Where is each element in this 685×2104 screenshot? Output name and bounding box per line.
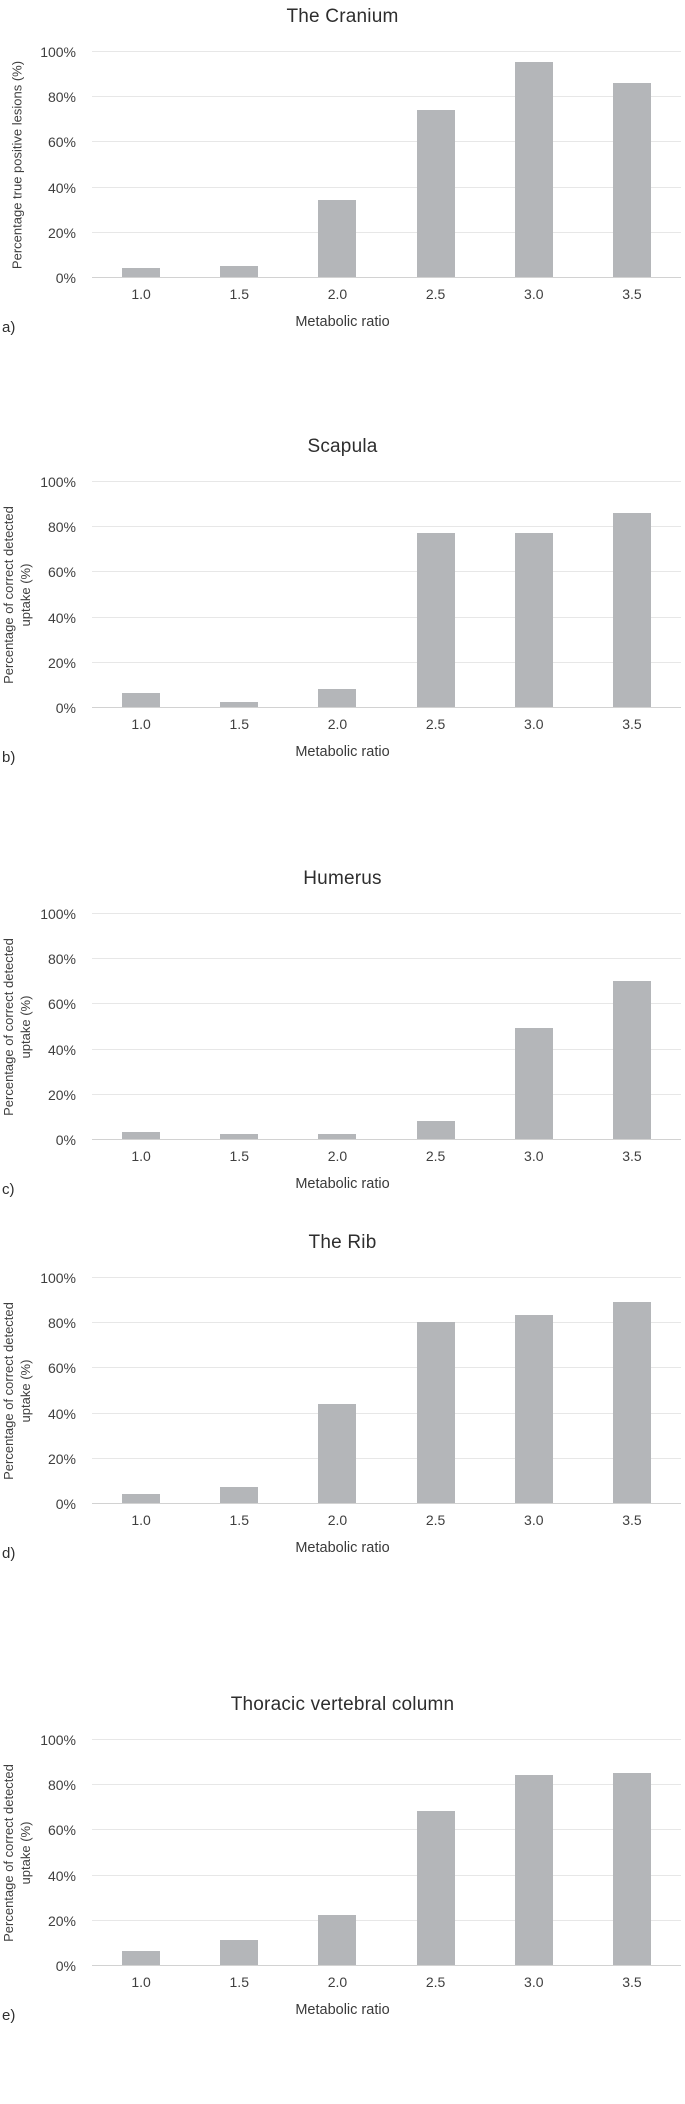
- panel-letter: a): [2, 319, 16, 336]
- bar-1.5: [220, 266, 258, 277]
- panel-letter: b): [2, 749, 16, 766]
- bar-2.0: [318, 689, 356, 707]
- panel-letter: c): [2, 1181, 15, 1198]
- y-axis-tick-labels: [4, 906, 84, 1148]
- x-tick-2.0: 2.0: [327, 1148, 348, 1164]
- x-axis-title: Metabolic ratio: [295, 314, 390, 330]
- chart-title: The Rib: [308, 1232, 377, 1253]
- chart-title: Humerus: [303, 868, 382, 889]
- x-axis-title: Metabolic ratio: [295, 2002, 390, 2018]
- x-axis-line: [92, 1965, 681, 1966]
- bar-2.5: [417, 1121, 455, 1139]
- y-axis-title: Percentage of correct detected uptake (%): [1, 1302, 33, 1480]
- gridline-80: [92, 1322, 681, 1323]
- gridline-60: [92, 1829, 681, 1830]
- x-tick-1.0: 1.0: [131, 286, 151, 302]
- plot-area: [92, 482, 681, 708]
- bar-3.5: [613, 513, 651, 707]
- y-axis-tick-labels: [4, 1732, 84, 1974]
- gridline-100: [92, 1739, 681, 1740]
- gridline-20: [92, 1458, 681, 1459]
- bar-1.5: [220, 1134, 258, 1139]
- y-tick-60pct: 60%: [47, 564, 76, 581]
- x-axis-title: Metabolic ratio: [295, 1540, 390, 1556]
- x-tick-2.0: 2.0: [327, 1974, 348, 1990]
- x-tick-2.0: 2.0: [327, 716, 348, 732]
- bar-2.5: [417, 1811, 455, 1965]
- panel-letter: e): [2, 2007, 16, 2024]
- y-tick-100pct: 100%: [40, 1732, 76, 1748]
- x-axis-line: [92, 707, 681, 708]
- bar-1.0: [122, 1132, 160, 1139]
- bar-3.5: [613, 1302, 651, 1503]
- gridline-80: [92, 1784, 681, 1785]
- y-tick-40pct: 40%: [47, 1041, 76, 1058]
- y-tick-60pct: 60%: [47, 1360, 76, 1377]
- x-tick-2.5: 2.5: [425, 1974, 446, 1990]
- y-tick-80pct: 80%: [47, 1315, 76, 1332]
- x-tick-3.5: 3.5: [622, 1148, 642, 1164]
- plot-area: [92, 1740, 681, 1966]
- x-axis-title: Metabolic ratio: [295, 1176, 390, 1192]
- x-tick-2.0: 2.0: [327, 1512, 348, 1528]
- bar-2.5: [417, 1322, 455, 1503]
- y-tick-100pct: 100%: [40, 44, 76, 60]
- bar-3.5: [613, 981, 651, 1139]
- x-tick-3.5: 3.5: [622, 1512, 642, 1528]
- bar-2.0: [318, 1404, 356, 1503]
- chart-area: [9, 44, 681, 286]
- gridline-100: [92, 481, 681, 482]
- gridline-80: [92, 526, 681, 527]
- gridline-20: [92, 662, 681, 663]
- x-tick-1.0: 1.0: [131, 1148, 151, 1164]
- x-tick-1.5: 1.5: [229, 1974, 249, 1990]
- gridline-100: [92, 1277, 681, 1278]
- gridline-60: [92, 571, 681, 572]
- gridline-60: [92, 1367, 681, 1368]
- bar-3.0: [515, 1028, 553, 1139]
- x-tick-2.5: 2.5: [425, 1148, 446, 1164]
- y-tick-60pct: 60%: [47, 1822, 76, 1839]
- y-tick-40pct: 40%: [47, 1405, 76, 1422]
- chart-panel-b: [0, 436, 685, 770]
- chart-title: Thoracic vertebral column: [230, 1694, 455, 1715]
- y-tick-80pct: 80%: [47, 1777, 76, 1794]
- y-tick-80pct: 80%: [47, 951, 76, 968]
- y-tick-80pct: 80%: [47, 519, 76, 536]
- y-axis-title: Percentage of correct detected uptake (%): [1, 938, 33, 1116]
- bar-3.0: [515, 1315, 553, 1503]
- y-tick-20pct: 20%: [47, 654, 76, 671]
- gridline-20: [92, 1920, 681, 1921]
- gridline-80: [92, 958, 681, 959]
- y-axis-tick-labels: [4, 474, 84, 716]
- y-tick-0pct: 0%: [55, 270, 76, 286]
- y-tick-40pct: 40%: [47, 179, 76, 196]
- plot-area: [92, 52, 681, 278]
- chart-title: Scapula: [307, 436, 378, 457]
- x-axis-line: [92, 277, 681, 278]
- y-tick-0pct: 0%: [55, 1958, 76, 1974]
- gridline-40: [92, 1049, 681, 1050]
- gridline-40: [92, 187, 681, 188]
- y-axis-title: Percentage of correct detected uptake (%): [1, 1764, 33, 1942]
- chart-title: The Cranium: [286, 6, 399, 27]
- y-tick-100pct: 100%: [40, 906, 76, 922]
- chart-panel-e: [0, 1694, 685, 2028]
- gridline-60: [92, 141, 681, 142]
- bar-1.0: [122, 1951, 160, 1965]
- bar-1.0: [122, 1494, 160, 1503]
- gridline-40: [92, 1875, 681, 1876]
- bar-3.0: [515, 62, 553, 277]
- bar-1.0: [122, 268, 160, 277]
- x-axis-title: Metabolic ratio: [295, 744, 390, 760]
- chart-area: [1, 906, 681, 1148]
- x-tick-2.0: 2.0: [327, 286, 348, 302]
- x-axis-line: [92, 1503, 681, 1504]
- x-axis-tick-labels: [92, 286, 681, 302]
- chart-area: [1, 474, 681, 716]
- chart-area: [1, 1732, 681, 1974]
- y-tick-0pct: 0%: [55, 1132, 76, 1148]
- bar-2.0: [318, 1915, 356, 1965]
- y-tick-60pct: 60%: [47, 134, 76, 151]
- x-tick-3.5: 3.5: [622, 716, 642, 732]
- y-axis-tick-labels: [4, 1270, 84, 1512]
- y-tick-20pct: 20%: [47, 224, 76, 241]
- x-tick-1.0: 1.0: [131, 1512, 151, 1528]
- y-tick-0pct: 0%: [55, 700, 76, 716]
- panel-letter: d): [2, 1545, 16, 1562]
- bar-2.0: [318, 1134, 356, 1139]
- gridline-80: [92, 96, 681, 97]
- y-tick-20pct: 20%: [47, 1450, 76, 1467]
- gridline-20: [92, 232, 681, 233]
- bar-3.5: [613, 1773, 651, 1965]
- plot-area: [92, 1278, 681, 1504]
- y-tick-60pct: 60%: [47, 996, 76, 1013]
- x-tick-3.5: 3.5: [622, 1974, 642, 1990]
- chart-panel-d: [0, 1232, 685, 1566]
- gridline-40: [92, 1413, 681, 1414]
- x-axis-tick-labels: [92, 1974, 681, 1990]
- x-tick-2.5: 2.5: [425, 1512, 446, 1528]
- x-axis-tick-labels: [92, 1512, 681, 1528]
- gridline-20: [92, 1094, 681, 1095]
- chart-panel-a: [0, 6, 685, 340]
- bar-2.5: [417, 110, 455, 277]
- x-tick-1.0: 1.0: [131, 716, 151, 732]
- x-tick-1.5: 1.5: [229, 1148, 249, 1164]
- bar-1.5: [220, 1940, 258, 1965]
- x-tick-1.5: 1.5: [229, 716, 249, 732]
- bar-2.5: [417, 533, 455, 707]
- y-tick-20pct: 20%: [47, 1912, 76, 1929]
- bar-3.0: [515, 1775, 553, 1965]
- x-tick-2.5: 2.5: [425, 716, 446, 732]
- gridline-40: [92, 617, 681, 618]
- x-axis-line: [92, 1139, 681, 1140]
- y-tick-40pct: 40%: [47, 1867, 76, 1884]
- y-axis-tick-labels: [4, 44, 84, 286]
- plot-area: [92, 914, 681, 1140]
- y-tick-0pct: 0%: [55, 1496, 76, 1512]
- x-tick-1.5: 1.5: [229, 1512, 249, 1528]
- x-tick-1.0: 1.0: [131, 1974, 151, 1990]
- x-tick-3.0: 3.0: [524, 286, 544, 302]
- x-tick-1.5: 1.5: [229, 286, 249, 302]
- bar-1.0: [122, 693, 160, 707]
- x-tick-3.5: 3.5: [622, 286, 642, 302]
- chart-panel-c: [0, 868, 685, 1202]
- x-tick-3.0: 3.0: [524, 1974, 544, 1990]
- y-tick-20pct: 20%: [47, 1086, 76, 1103]
- bar-1.5: [220, 702, 258, 707]
- x-axis-tick-labels: [92, 1148, 681, 1164]
- bar-2.0: [318, 200, 356, 277]
- gridline-100: [92, 51, 681, 52]
- x-tick-2.5: 2.5: [425, 286, 446, 302]
- x-axis-tick-labels: [92, 716, 681, 732]
- bar-3.5: [613, 83, 651, 277]
- x-tick-3.0: 3.0: [524, 1512, 544, 1528]
- bar-3.0: [515, 533, 553, 707]
- x-tick-3.0: 3.0: [524, 1148, 544, 1164]
- y-tick-100pct: 100%: [40, 474, 76, 490]
- bar-1.5: [220, 1487, 258, 1503]
- x-tick-3.0: 3.0: [524, 716, 544, 732]
- y-tick-80pct: 80%: [47, 89, 76, 106]
- y-axis-title: Percentage true positive lesions (%): [9, 60, 25, 270]
- y-axis-title: Percentage of correct detected uptake (%): [1, 506, 33, 684]
- gridline-60: [92, 1003, 681, 1004]
- gridline-100: [92, 913, 681, 914]
- y-tick-40pct: 40%: [47, 609, 76, 626]
- y-tick-100pct: 100%: [40, 1270, 76, 1286]
- chart-area: [1, 1270, 681, 1512]
